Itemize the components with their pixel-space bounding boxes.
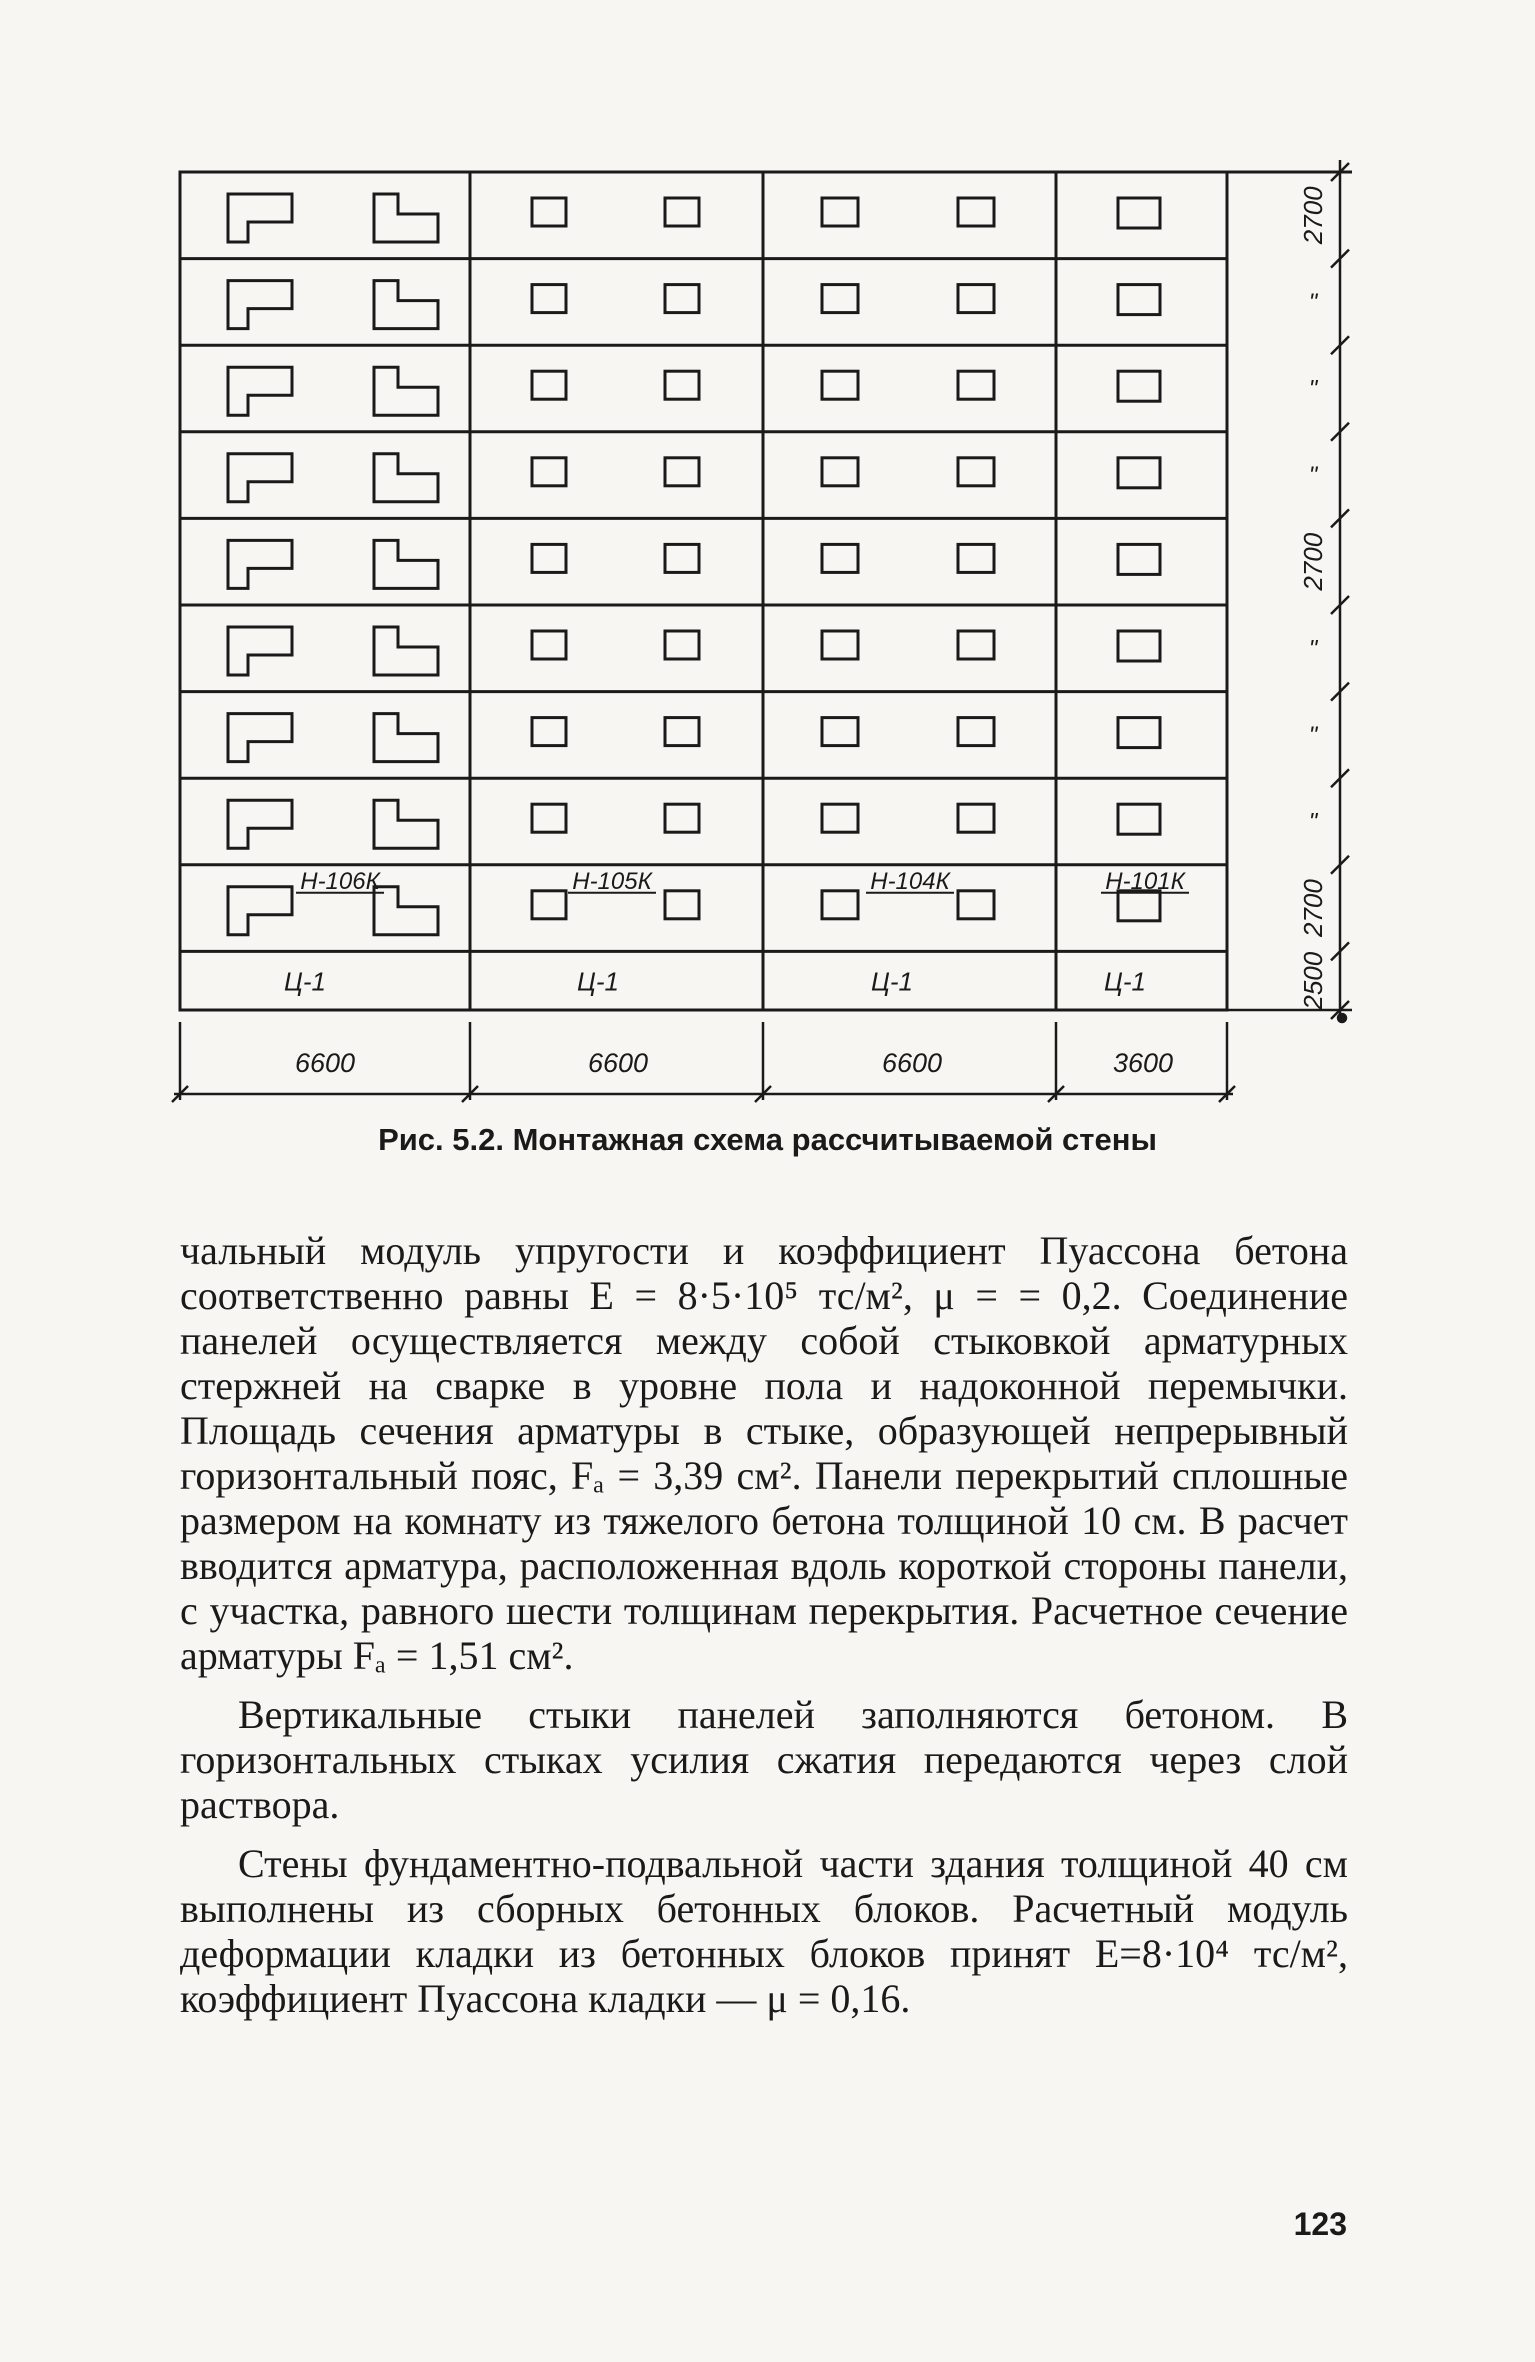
window-l-shape [228,887,292,935]
body-text [180,1228,1348,2035]
window [1118,458,1160,488]
window [958,544,994,572]
figure-caption: Рис. 5.2. Монтажная схема рассчитываемой стены [378,1122,1157,1157]
foundation-block-label: Ц-1 [576,966,620,997]
foundation-block-label: Ц-1 [870,966,914,997]
window-l-shape [228,281,292,329]
window [1118,718,1160,748]
window [822,458,858,486]
window [532,718,566,746]
window-openings [228,194,1160,935]
paragraph-2: Вертикальные стыки панелей заполняются бетоном. В горизонтальных стыках усилия сжатия передаются через слой раствора. [180,1692,1348,1827]
page-number: 123 [1293,2206,1347,2242]
panel-mark-label: Н-104К [870,867,950,895]
foundation-block-label: Ц-1 [1103,966,1147,997]
window [665,804,699,832]
window [1118,371,1160,401]
window [665,891,699,919]
window [532,891,566,919]
bay-dimension-label: 6600 [587,1048,649,1078]
window-l-shape-mirrored [374,367,438,415]
window [532,804,566,832]
window [822,804,858,832]
window [532,544,566,572]
window-l-shape-mirrored [374,194,438,242]
window [958,198,994,226]
height-dimension-label: 2700 [1298,186,1328,245]
window [1118,198,1160,228]
window-l-shape-mirrored [374,627,438,675]
window [958,285,994,313]
window [665,371,699,399]
height-dimension-label: 2500 [1298,951,1328,1010]
paragraph-1: чальный модуль упругости и коэффициент Пуассона бетона соответственно равны E = 8·5·10⁵ тс/м², μ = = 0,2. Соединение панелей осуществляется между собой стыковкой арматурных стержней на сварке в уровне пола и надоконной перемычки. Площадь сечения арматуры в стыке, образующей непрерывный горизонтальный пояс, Fₐ = 3,39 см². Панели перекрытий сплошные размером на комнату из тяжелого бетона толщиной 10 см. В расчет вводится арматура, расположенная вдоль короткой стороны панели, с участка, равного шести толщинам перекрытия. Расчетное сечение арматуры Fₐ = 1,51 см². [180,1228,1348,1678]
window-l-shape [228,367,292,415]
bay-dimension-label: 6600 [881,1048,943,1078]
window [822,285,858,313]
panel-mark-label: Н-105К [572,867,652,895]
dimension-dot [1338,1014,1346,1022]
window-l-shape [228,800,292,848]
window-l-shape-mirrored [374,540,438,588]
window [958,718,994,746]
wall-assembly-scheme [0,0,1535,1120]
window [822,371,858,399]
window [532,371,566,399]
window-l-shape [228,194,292,242]
bay-dimension-label: 6600 [294,1048,356,1078]
paragraph-3: Стены фундаментно-подвальной части здания толщиной 40 см выполнены из сборных бетонных блоков. Расчетный модуль деформации кладки из бетонных блоков принят E=8·10⁴ тс/м², коэффициент Пуассона кладки — μ = 0,16. [180,1841,1348,2021]
window [958,891,994,919]
window-l-shape-mirrored [374,281,438,329]
window [958,371,994,399]
window [665,718,699,746]
window-l-shape-mirrored [374,800,438,848]
window [532,458,566,486]
window [1118,631,1160,661]
height-dimension-ditto: " [1308,635,1318,663]
window [665,285,699,313]
window [822,891,858,919]
foundation-block-label: Ц-1 [283,966,327,997]
window [958,804,994,832]
height-dimension-label: 2700 [1298,879,1328,938]
window [822,544,858,572]
window-l-shape [228,714,292,762]
height-dimension-ditto: " [1308,462,1318,490]
bay-dimension-label: 3600 [1112,1048,1174,1078]
window [822,198,858,226]
window [822,631,858,659]
window [1118,544,1160,574]
scheme-labels [284,186,1328,1078]
window [1118,285,1160,315]
window-l-shape [228,627,292,675]
window-l-shape [228,540,292,588]
window [1118,891,1160,921]
height-dimension-ditto: " [1308,375,1318,403]
height-dimension-ditto: " [1308,808,1318,836]
height-dimension-label: 2700 [1298,532,1328,591]
window [958,631,994,659]
window [532,285,566,313]
window [532,631,566,659]
window [822,718,858,746]
window [958,458,994,486]
window [532,198,566,226]
window [665,198,699,226]
height-dimension-ditto: " [1308,721,1318,749]
window [1118,804,1160,834]
window-l-shape-mirrored [374,454,438,502]
window-l-shape [228,454,292,502]
window-l-shape-mirrored [374,887,438,935]
height-dimension-ditto: " [1308,288,1318,316]
window-l-shape-mirrored [374,714,438,762]
window [665,544,699,572]
window [665,631,699,659]
panel-mark-label: Н-101К [1105,867,1185,895]
window [665,458,699,486]
panel-mark-label: Н-106К [300,867,380,895]
